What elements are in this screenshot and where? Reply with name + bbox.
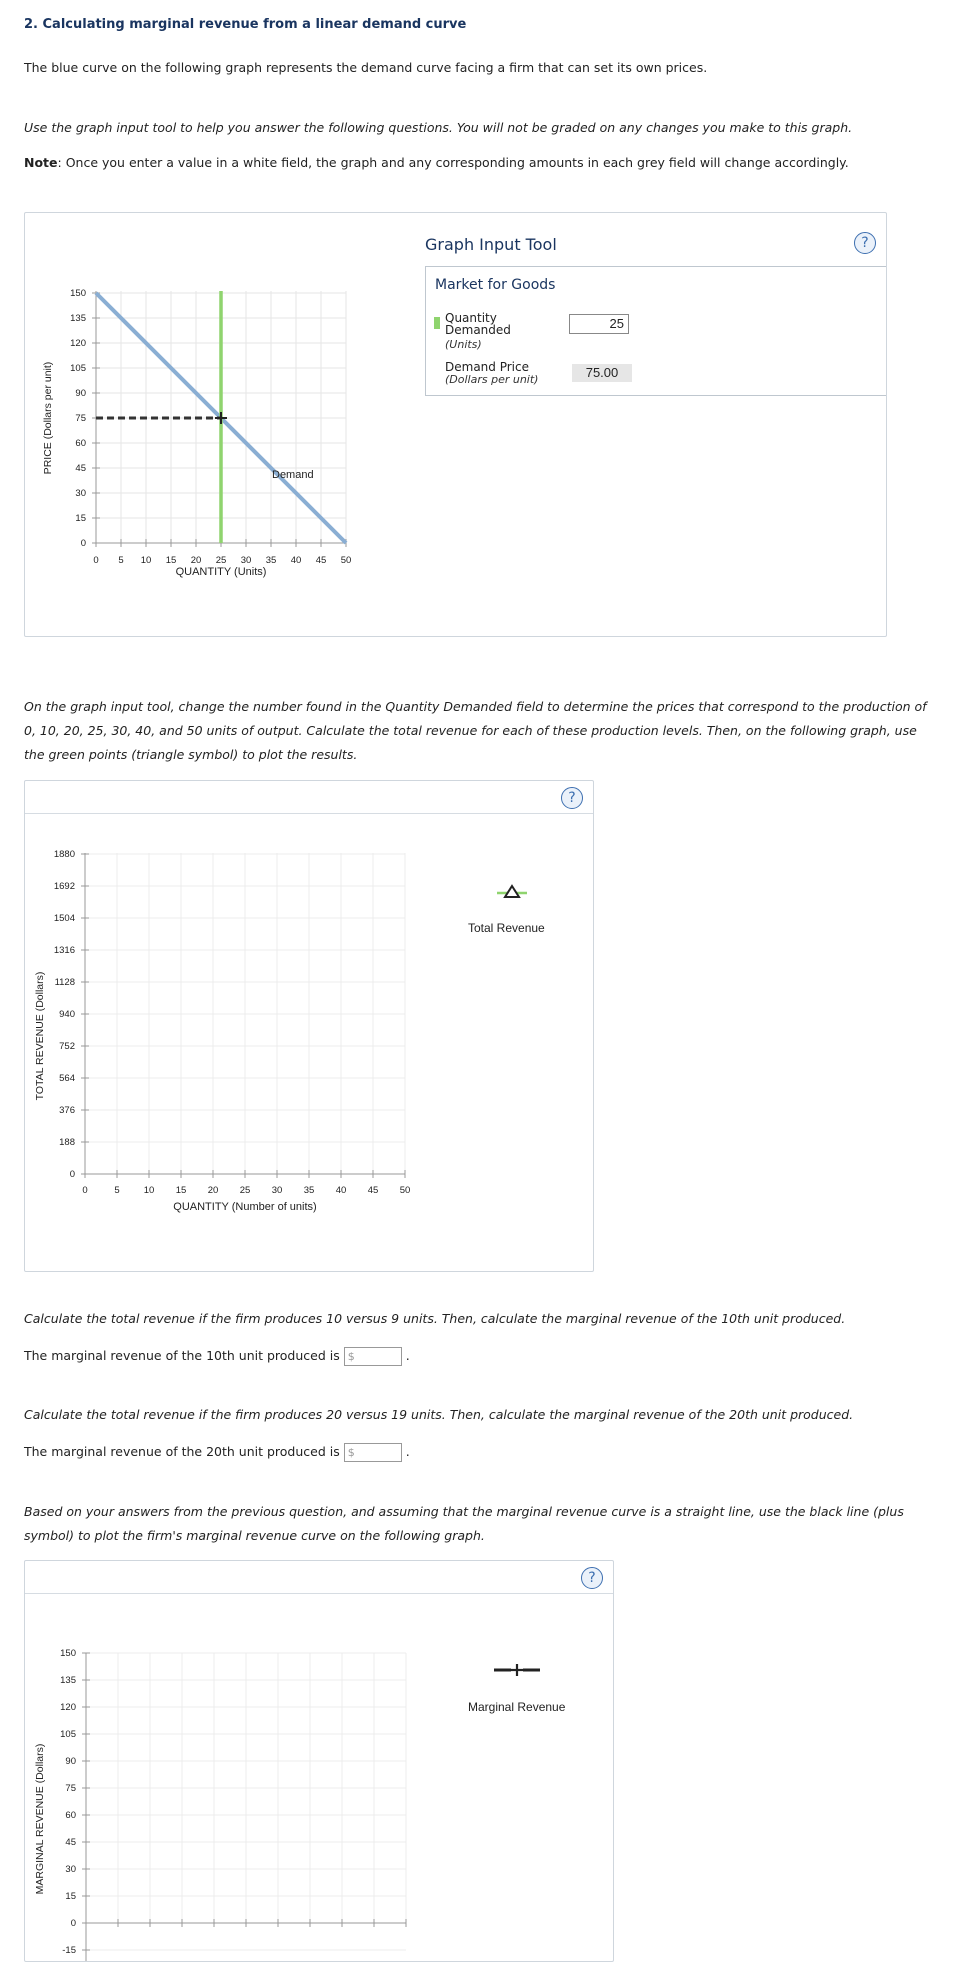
x-tick-label: 15 <box>175 1185 187 1196</box>
instruction-total-revenue: On the graph input tool, change the number found in the Quantity Demanded field to determine the prices that correspond to the production of 0, 10, 20, 25, 30, 40, and 50 units of output. Calculate the total revenue for each of these production levels. Then, on the following graph, use the green points (triangle symbol) to plot the results. <box>24 699 927 762</box>
y-tick-label: 120 <box>70 338 86 349</box>
y-tick-label: 30 <box>75 488 86 499</box>
graph-input-tool-box <box>425 266 886 396</box>
plus-icon <box>511 1664 523 1676</box>
marginal-revenue-graph-panel <box>24 1560 614 1962</box>
x-axis-title: QUANTITY (Number of units) <box>173 1201 317 1213</box>
instruction-marginal-revenue: Based on your answers from the previous question, and assuming that the marginal revenue curve is a straight line, use the black line (plus symbol) to plot the firm's marginal revenue curve on the following graph. <box>24 1504 904 1543</box>
x-tick-label: 50 <box>399 1185 411 1196</box>
quantity-label: Quantity Demanded <box>445 311 511 337</box>
y-tick-label: -15 <box>62 1945 76 1956</box>
y-tick-label: 30 <box>65 1864 76 1875</box>
x-tick-label: 20 <box>207 1185 219 1196</box>
y-tick-label: 564 <box>59 1073 75 1084</box>
x-tick-label: 15 <box>165 555 177 566</box>
total-revenue-graph-panel <box>24 780 594 1272</box>
intro-text: The blue curve on the following graph represents the demand curve facing a firm that can set its own prices. <box>24 60 708 75</box>
y-tick-label: 135 <box>70 313 86 324</box>
q1-answer-input[interactable]: $ <box>344 1347 402 1366</box>
q1-instruction: Calculate the total revenue if the firm produces 10 versus 9 units. Then, calculate the marginal revenue of the 10th unit produced. <box>24 1311 846 1326</box>
y-tick-label: 120 <box>60 1702 76 1713</box>
note-text: : Once you enter a value in a white field, the graph and any corresponding amounts in each grey field will change accordingly. <box>57 155 849 170</box>
x-tick-label: 50 <box>340 555 352 566</box>
x-tick-label: 45 <box>315 555 327 566</box>
q2-answer-input[interactable]: $ <box>344 1443 402 1462</box>
x-tick-label: 25 <box>215 555 227 566</box>
q2-line <box>24 1440 410 1464</box>
help-icon[interactable]: ? <box>854 232 876 254</box>
total-revenue-graph[interactable] <box>25 811 445 1271</box>
y-tick-label: 1128 <box>54 977 75 988</box>
x-axis-title: QUANTITY (Units) <box>175 566 267 578</box>
q2-instruction: Calculate the total revenue if the firm produces 20 versus 19 units. Then, calculate the marginal revenue of the 20th unit produced. <box>24 1407 854 1422</box>
demand-curve-label: Demand <box>272 469 314 481</box>
marginal-revenue-legend-tool[interactable] <box>491 1660 543 1680</box>
y-tick-label: 188 <box>59 1137 75 1148</box>
y-tick-label: 752 <box>59 1041 75 1052</box>
question-heading: 2. Calculating marginal revenue from a linear demand curve <box>24 17 467 32</box>
y-tick-label: 105 <box>60 1729 76 1740</box>
y-tick-label: 15 <box>65 1891 76 1902</box>
x-tick-label: 40 <box>335 1185 347 1196</box>
help-icon[interactable]: ? <box>581 1567 603 1589</box>
graph-input-tool-title: Graph Input Tool <box>425 235 557 254</box>
x-tick-label: 25 <box>239 1185 251 1196</box>
note-line <box>24 151 849 175</box>
price-label: Demand Price <box>445 360 529 374</box>
total-revenue-legend-tool[interactable] <box>493 883 533 907</box>
x-tick-label: 0 <box>93 555 99 566</box>
y-tick-label: 90 <box>75 388 86 399</box>
y-tick-label: 150 <box>70 288 86 299</box>
x-tick-label: 30 <box>240 555 252 566</box>
y-tick-label: 75 <box>75 413 86 424</box>
y-tick-label: 150 <box>60 1648 76 1659</box>
y-axis-title: TOTAL REVENUE (Dollars) <box>34 971 46 1101</box>
y-axis-title: MARGINAL REVENUE (Dollars) <box>34 1743 46 1895</box>
y-tick-label: 940 <box>59 1009 75 1020</box>
help-icon[interactable]: ? <box>561 787 583 809</box>
quantity-color-swatch <box>434 317 440 329</box>
x-tick-label: 5 <box>114 1185 120 1196</box>
x-tick-label: 10 <box>143 1185 155 1196</box>
total-revenue-legend-label: Total Revenue <box>468 921 545 935</box>
y-axis-title: PRICE (Dollars per unit) <box>42 361 54 475</box>
x-tick-label: 45 <box>367 1185 379 1196</box>
y-tick-label: 1316 <box>53 945 75 956</box>
y-tick-label: 135 <box>60 1675 76 1686</box>
x-tick-label: 0 <box>82 1185 88 1196</box>
y-tick-label: 60 <box>65 1810 76 1821</box>
y-tick-label: 1504 <box>53 913 75 924</box>
x-tick-label: 30 <box>271 1185 283 1196</box>
q1-text: The marginal revenue of the 10th unit produced is <box>24 1348 340 1363</box>
y-tick-label: 45 <box>65 1837 76 1848</box>
demand-graph-panel <box>24 212 887 637</box>
triangle-icon <box>505 886 519 897</box>
demand-graph[interactable] <box>25 213 355 613</box>
tool-instruction: Use the graph input tool to help you answer the following questions. You will not be graded on any changes you make to this graph. <box>24 120 853 135</box>
marginal-revenue-legend-label: Marginal Revenue <box>468 1700 566 1714</box>
x-tick-label: 35 <box>265 555 277 566</box>
marginal-revenue-graph[interactable] <box>25 1561 445 1961</box>
x-tick-label: 40 <box>290 555 302 566</box>
y-tick-label: 75 <box>65 1783 76 1794</box>
y-tick-label: 1692 <box>53 881 75 892</box>
x-tick-label: 20 <box>190 555 202 566</box>
x-tick-label: 5 <box>118 555 124 566</box>
q2-period: . <box>405 1444 410 1459</box>
quantity-demanded-input[interactable]: 25 <box>569 314 629 334</box>
y-tick-label: 0 <box>69 1169 75 1180</box>
demand-price-value: 75.00 <box>572 364 632 382</box>
q2-text: The marginal revenue of the 20th unit produced is <box>24 1444 340 1459</box>
y-tick-label: 0 <box>70 1918 76 1929</box>
y-tick-label: 90 <box>65 1756 76 1767</box>
y-tick-label: 45 <box>75 463 86 474</box>
y-tick-label: 60 <box>75 438 86 449</box>
q1-period: . <box>405 1348 410 1363</box>
price-unit: (Dollars per unit) <box>445 373 539 386</box>
x-tick-label: 10 <box>140 555 152 566</box>
x-tick-label: 35 <box>303 1185 315 1196</box>
y-tick-label: 376 <box>59 1105 75 1116</box>
note-label: Note <box>24 155 58 170</box>
y-tick-label: 1880 <box>53 849 75 860</box>
quantity-unit: (Units) <box>445 338 482 351</box>
y-tick-label: 0 <box>80 538 86 549</box>
market-title: Market for Goods <box>435 277 556 293</box>
y-tick-label: 15 <box>75 513 86 524</box>
q1-line <box>24 1344 410 1368</box>
y-tick-label: 105 <box>70 363 86 374</box>
